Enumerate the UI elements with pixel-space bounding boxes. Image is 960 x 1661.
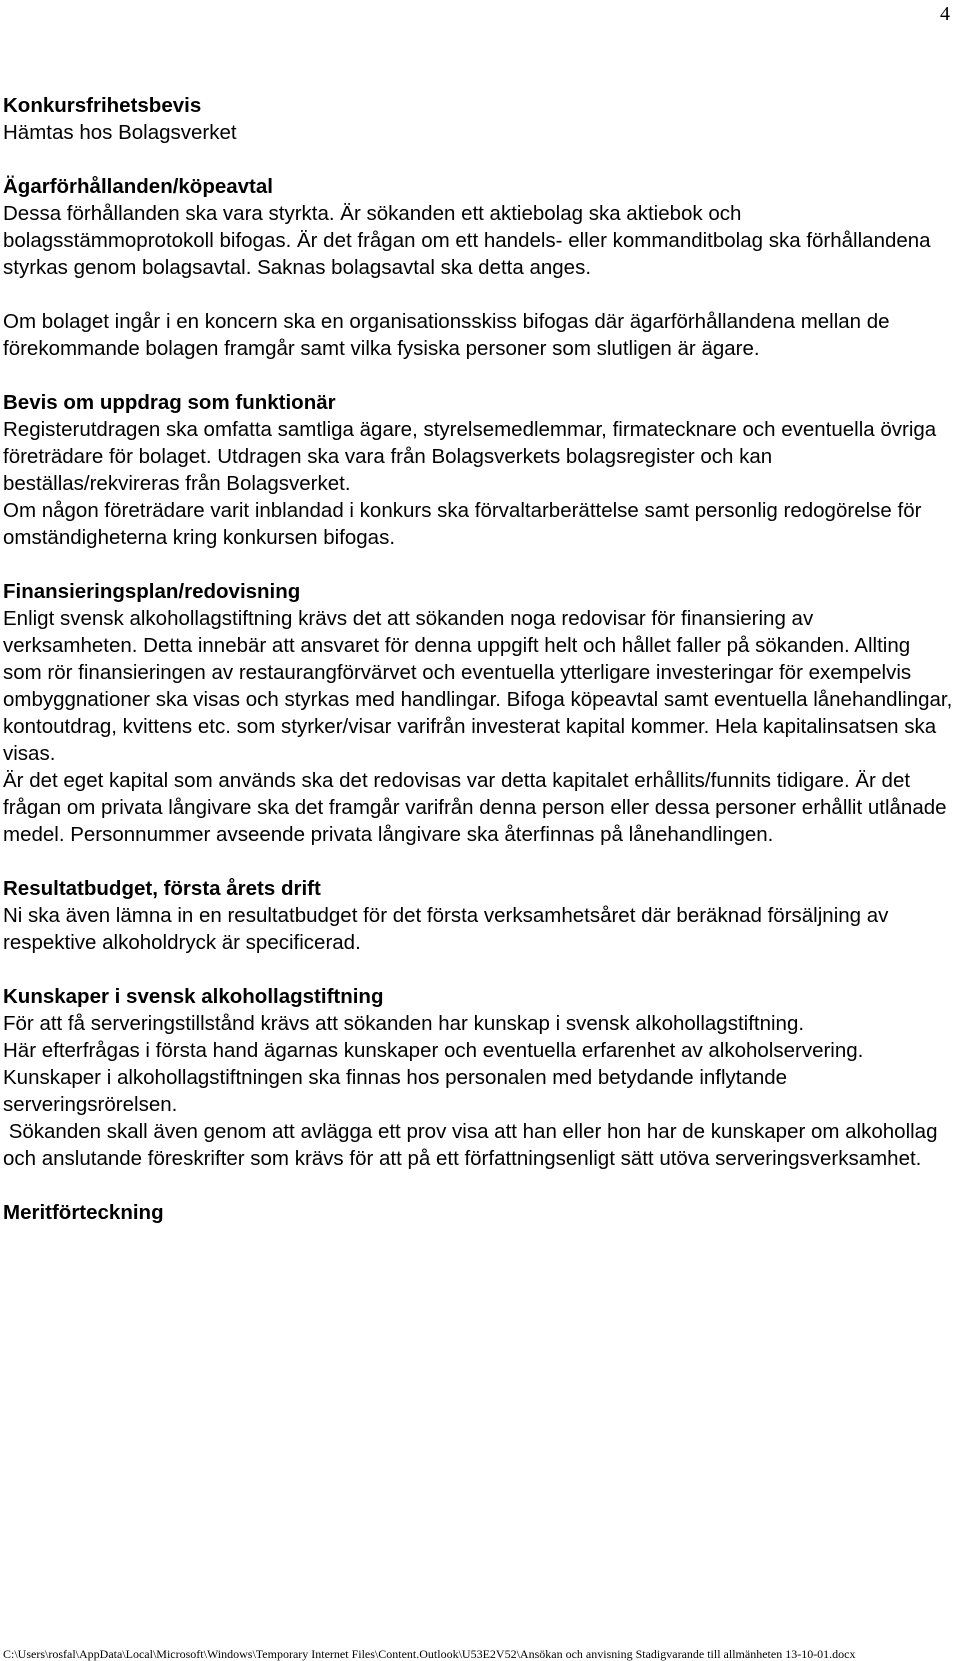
footer-file-path: C:\Users\rosfal\AppData\Local\Microsoft\Windows\Temporary Internet Files\Content.Outlook\U53E2V52\Ansökan och anvisning Stadigvarande till allmänheten 13-10-01.docx (3, 1647, 856, 1661)
paragraph: Om bolaget ingår i en koncern ska en organisationsskiss bifogas där ägarförhållandena mellan de förekommande bolagen framgår samt vilka fysiska personer som slutligen är ägare. (3, 310, 890, 360)
paragraph: Kunskaper i alkohollagstiftningen ska finnas hos personalen med betydande inflytande serveringsrörelsen. (3, 1066, 788, 1116)
section-meritforteckning (3, 1199, 953, 1226)
page-number: 4 (940, 3, 950, 25)
document-body (3, 92, 953, 1253)
section-heading: Ägarförhållanden/köpeavtal (3, 175, 273, 198)
section-heading: Resultatbudget, första årets drift (3, 877, 321, 900)
section-heading: Finansieringsplan/redovisning (3, 580, 301, 603)
paragraph: Här efterfrågas i första hand ägarnas kunskaper och eventuella erfarenhet av alkoholservering. (3, 1039, 864, 1062)
paragraph: För att få serveringstillstånd krävs att sökanden har kunskap i svensk alkohollagstiftning. (3, 1012, 805, 1035)
section-konkursfrihetsbevis (3, 92, 953, 146)
paragraph: Enligt svensk alkohollagstiftning krävs det att sökanden noga redovisar för finansiering av verksamheten. Detta innebär att ansvaret för denna uppgift helt och hållet faller på sökanden. Allting som rör finansieringen av restaurangförvärvet och eventuella ytterligare investeringar för exempelvis ombyggnationer ska visas och styrkas med handlingar. Bifoga köpeavtal samt eventuella lånehandlingar, kontoutdrag, kvittens etc. som styrker/visar varifrån investerat kapital kommer. Hela kapitalinsatsen ska visas. (3, 607, 953, 765)
paragraph: Hämtas hos Bolagsverket (3, 121, 237, 144)
section-heading: Meritförteckning (3, 1201, 164, 1224)
section-finansieringsplan (3, 578, 953, 848)
section-heading: Bevis om uppdrag som funktionär (3, 391, 336, 414)
section-kunskaper (3, 983, 953, 1172)
section-resultatbudget (3, 875, 953, 956)
section-heading: Kunskaper i svensk alkohollagstiftning (3, 985, 384, 1008)
paragraph: Dessa förhållanden ska vara styrkta. Är sökanden ett aktiebolag ska aktiebok och bolagsstämmoprotokoll bifogas. Är det frågan om ett handels- eller kommanditbolag ska förhållandena styrkas genom bolagsavtal. Saknas bolagsavtal ska detta anges. (3, 202, 931, 279)
section-agarforhallanden (3, 173, 953, 281)
paragraph: Är det eget kapital som används ska det redovisas var detta kapitalet erhållits/funnits tidigare. Är det frågan om privata långivare ska det framgår varifrån denna person eller dessa personer erhållit utlånade medel. Personnummer avseende privata långivare ska återfinnas på lånehandlingen. (3, 769, 947, 846)
section-koncern (3, 308, 953, 362)
paragraph: Om någon företrädare varit inblandad i konkurs ska förvaltarberättelse samt personlig redogörelse för omständigheterna kring konkursen bifogas. (3, 499, 922, 549)
paragraph: Registerutdragen ska omfatta samtliga ägare, styrelsemedlemmar, firmatecknare och eventuella övriga företrädare för bolaget. Utdragen ska vara från Bolagsverkets bolagsregister och kan beställas/rekvireras från Bolagsverket. (3, 418, 937, 495)
paragraph: Sökanden skall även genom att avlägga ett prov visa att han eller hon har de kunskaper om alkohollag och anslutande föreskrifter som krävs för att på ett författningsenligt sätt utöva serveringsverksamhet. (3, 1120, 944, 1170)
section-bevis-om-uppdrag (3, 389, 953, 551)
paragraph: Ni ska även lämna in en resultatbudget för det första verksamhetsåret där beräknad försäljning av respektive alkoholdryck är specificerad. (3, 904, 889, 954)
section-heading: Konkursfrihetsbevis (3, 94, 202, 117)
